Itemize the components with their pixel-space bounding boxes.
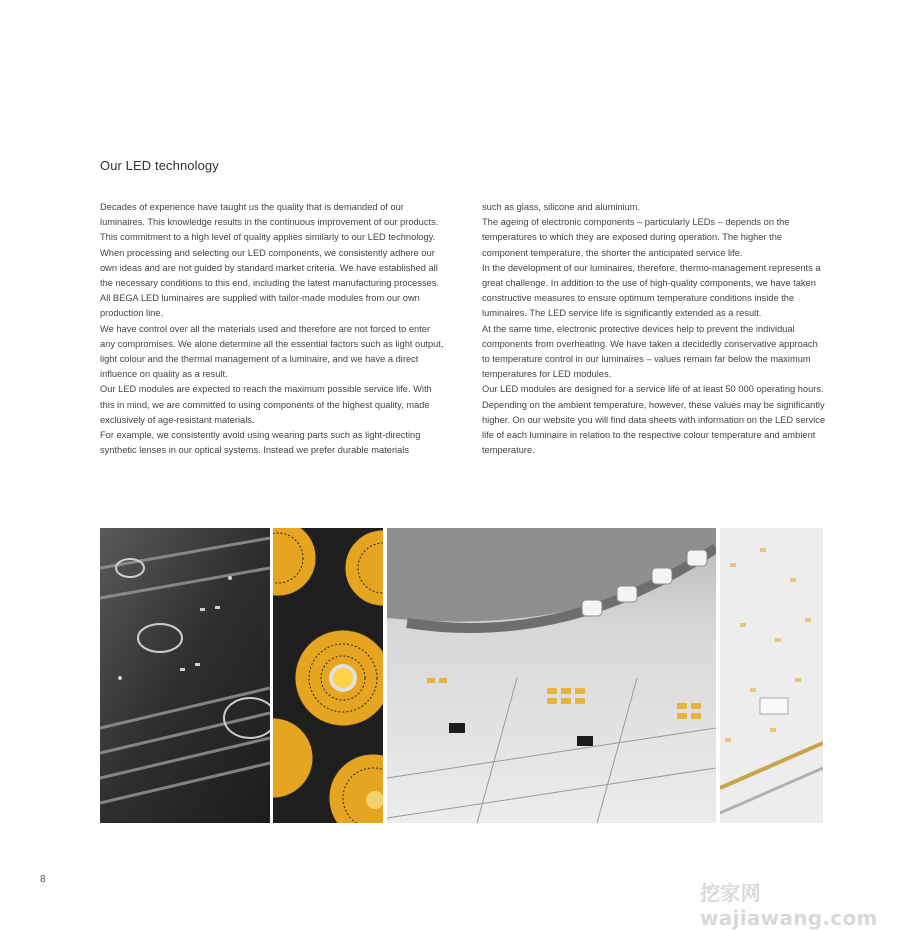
photo-dark-circuit-boards xyxy=(100,528,270,823)
text-column-left xyxy=(100,200,445,458)
paragraph: The ageing of electronic components – particularly LEDs – depends on the temperatures to which they are exposed during operation. The higher the component temperature, the shorter the anticipated service life. xyxy=(482,217,790,258)
photo-white-led-strip xyxy=(720,528,823,823)
paragraph: In the development of our luminaires, therefore, thermo-management represents a great challenge. In addition to the use of high-quality components, we have taken constructive measures to ensure optimum temperature conditions inside the luminaires. The LED service life is significantly extended as a result. xyxy=(482,262,821,319)
page-title: Our LED technology xyxy=(100,158,219,173)
page-number: 8 xyxy=(40,874,46,885)
paragraph: Our LED modules are designed for a service life of at least 50 000 operating hours. Depending on the ambient temperature, however, these values may be significantly higher. On our website you will find data sheets with information on the LED service life of each luminaire in relation to the respective colour temperature and ambient temperature. xyxy=(482,384,826,456)
paragraph: We have control over all the materials used and therefore are not forced to enter any compromises. We alone determine all the essential factors such as light output, light colour and the thermal management of a luminaire, and we have a direct influence on quality as a result. xyxy=(100,323,444,380)
paragraph: Our LED modules are expected to reach the maximum possible service life. With this in mind, we are committed to using components of the highest quality, made exclusively of age-resistant materials. xyxy=(100,384,432,425)
photo-yellow-led-reflectors xyxy=(273,528,383,823)
paragraph: Decades of experience have taught us the quality that is demanded of our luminaires. This knowledge results in the continuous improvement of our products. This commitment to a high level of quality applies similarly to our LED technology. When processing and selecting our LED components, we consistently adhere our own ideas and are not guided by standard market criteria. We have established all the necessary conditions to this end, including the latest manufacturing processes. xyxy=(100,202,440,289)
photo-led-module-heatsink xyxy=(387,528,716,823)
paragraph: At the same time, electronic protective devices help to prevent the individual components from overheating. We have taken a decidedly conservative approach to temperature control in our luminaires – values remain far below the maximum temperatures for LED modules. xyxy=(482,323,818,380)
paragraph: For example, we consistently avoid using wearing parts such as light-directing synthetic lenses in our optical systems. Instead we prefer durable materials xyxy=(100,430,421,456)
paragraph: such as glass, silicone and aluminium. xyxy=(482,202,641,212)
paragraph: All BEGA LED luminaires are supplied with tailor-made modules from our own production line. xyxy=(100,293,420,319)
text-column-right xyxy=(482,200,827,458)
watermark: 挖家网 wajiawang.com xyxy=(700,881,878,930)
